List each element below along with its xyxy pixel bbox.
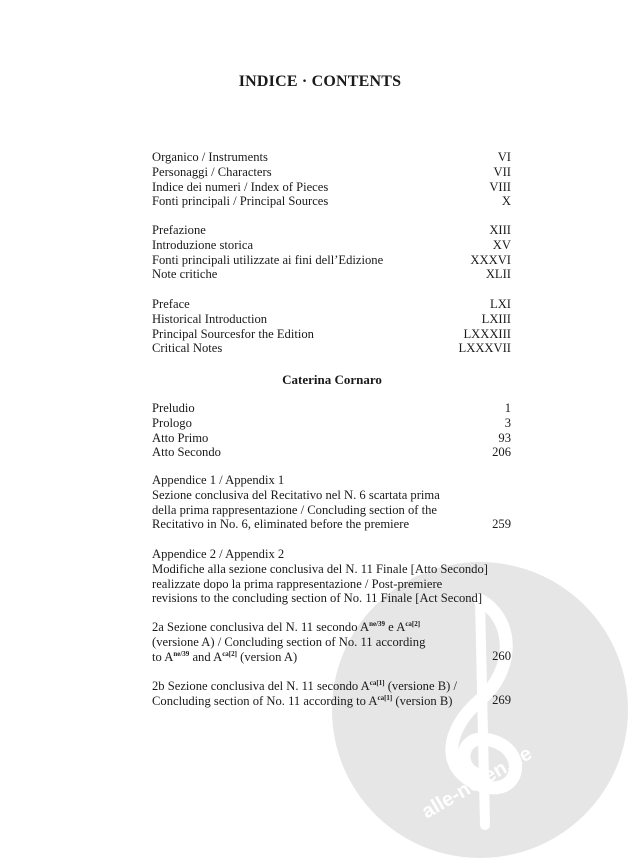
toc-label: Introduzione storica <box>152 237 254 252</box>
toc-page: XIII <box>489 223 511 237</box>
toc-appendix-2b[interactable] <box>152 679 511 709</box>
appendix-desc-line <box>152 694 511 709</box>
source-siglum: ca[1] <box>369 678 385 687</box>
toc-page: 260 <box>492 649 511 663</box>
toc-label: Personaggi / Characters <box>152 164 272 179</box>
toc-front-matter <box>152 150 511 209</box>
toc-page: LXIII <box>481 311 511 326</box>
toc-label: Historical Introduction <box>152 311 268 326</box>
toc-entry[interactable] <box>152 341 511 356</box>
toc-opera <box>152 401 511 460</box>
toc-label: Atto Secondo <box>152 445 221 460</box>
toc-label: Prefazione <box>152 223 206 237</box>
toc-appendix-2a[interactable] <box>152 620 511 664</box>
appendix-desc-line <box>152 620 511 635</box>
toc-label: Prologo <box>152 415 192 430</box>
toc-entry[interactable] <box>152 312 511 327</box>
toc-entry[interactable] <box>152 253 511 268</box>
toc-label: Atto Primo <box>152 430 209 445</box>
toc-entry[interactable] <box>152 223 511 238</box>
appendix-desc-line <box>152 650 511 665</box>
toc-entry[interactable] <box>152 267 511 282</box>
toc-page: XXXVI <box>470 252 511 267</box>
toc-page: 206 <box>492 445 511 460</box>
appendix-desc-line <box>152 679 511 694</box>
toc-page: 259 <box>492 517 511 531</box>
toc-label: Preface <box>152 297 190 311</box>
appendix-desc-line: realizzate dopo la prima rappresentazione / Post-premiere <box>152 576 443 591</box>
source-siglum: ca[2] <box>222 649 237 658</box>
toc-english <box>152 297 511 356</box>
toc-appendix-1[interactable] <box>152 473 511 532</box>
appendix-desc-line: Sezione conclusiva del Recitativo nel N. 6 scartata prima <box>152 487 440 502</box>
toc-italian <box>152 223 511 282</box>
toc-label: Organico / Instruments <box>152 150 268 164</box>
source-siglum: ne/39 <box>173 649 190 658</box>
toc-page: XV <box>492 237 511 252</box>
toc-page: XLII <box>485 267 511 282</box>
toc-entry[interactable] <box>152 401 511 416</box>
toc-page: 93 <box>498 430 511 445</box>
toc-entry[interactable] <box>152 445 511 460</box>
toc-entry[interactable] <box>152 180 511 195</box>
toc-entry[interactable] <box>152 416 511 431</box>
source-siglum: ca[1] <box>377 693 393 702</box>
text-segment: e A <box>385 620 406 634</box>
text-segment: Concluding section of No. 11 according to A <box>152 693 378 708</box>
appendix-desc-line: revisions to the concluding section of No. 11 Finale [Act Second] <box>152 591 483 606</box>
toc-entry[interactable] <box>152 150 511 165</box>
text-segment: (version A) <box>236 649 298 664</box>
toc-page: X <box>501 194 511 209</box>
page-title: INDICE · CONTENTS <box>238 73 402 90</box>
toc-entry[interactable] <box>152 327 511 342</box>
toc-label: Preludio <box>152 401 195 415</box>
toc-label: Fonti principali utilizzate ai fini dell’Edizione <box>152 252 384 267</box>
toc-page: LXXXVII <box>458 341 511 356</box>
text-segment: 2b Sezione conclusiva del N. 11 secondo A <box>152 679 370 693</box>
toc-page: 1 <box>504 401 511 415</box>
source-siglum: ne/39 <box>369 619 386 628</box>
toc-label: Fonti principali / Principal Sources <box>152 194 329 209</box>
toc-page: LXXXIII <box>463 326 511 341</box>
text-segment: and A <box>189 649 223 664</box>
toc-label: Critical Notes <box>152 341 223 356</box>
text-segment: (version B) <box>392 693 453 708</box>
text-segment: (versione B) / <box>384 679 457 693</box>
toc-page: 3 <box>504 415 511 430</box>
toc-entry[interactable] <box>152 194 511 209</box>
toc-entry[interactable] <box>152 431 511 446</box>
toc-appendix-2[interactable] <box>152 547 511 606</box>
toc-entry[interactable] <box>152 238 511 253</box>
toc-page: 269 <box>492 693 511 707</box>
toc-page: VI <box>497 150 511 164</box>
appendix-heading: Appendice 2 / Appendix 2 <box>152 547 285 561</box>
toc-entry[interactable] <box>152 165 511 180</box>
toc-page: VII <box>493 164 511 179</box>
appendix-desc-line: Modifiche alla sezione conclusiva del N. 11 Finale [Atto Secondo] <box>152 561 488 576</box>
source-siglum: ca[2] <box>405 619 421 628</box>
appendix-desc-line: Recitativo in No. 6, eliminated before the premiere <box>152 517 410 532</box>
appendix-heading: Appendice 1 / Appendix 1 <box>152 473 285 487</box>
watermark-text: alle-noten.de <box>418 742 536 824</box>
toc-page: LXI <box>490 297 511 311</box>
text-segment: to A <box>152 649 174 664</box>
appendix-desc-line: della prima rappresentazione / Concluding section of the <box>152 502 438 517</box>
toc-page: VIII <box>489 179 511 194</box>
toc-entry[interactable] <box>152 297 511 312</box>
toc-label: Principal Sourcesfor the Edition <box>152 326 314 341</box>
opera-title: Caterina Cornaro <box>282 372 382 387</box>
text-segment: 2a Sezione conclusiva del N. 11 secondo A <box>152 620 370 634</box>
toc-label: Note critiche <box>152 267 218 282</box>
toc-label: Indice dei numeri / Index of Pieces <box>152 179 329 194</box>
appendix-desc-line: (versione A) / Concluding section of No. 11 according <box>152 634 426 649</box>
